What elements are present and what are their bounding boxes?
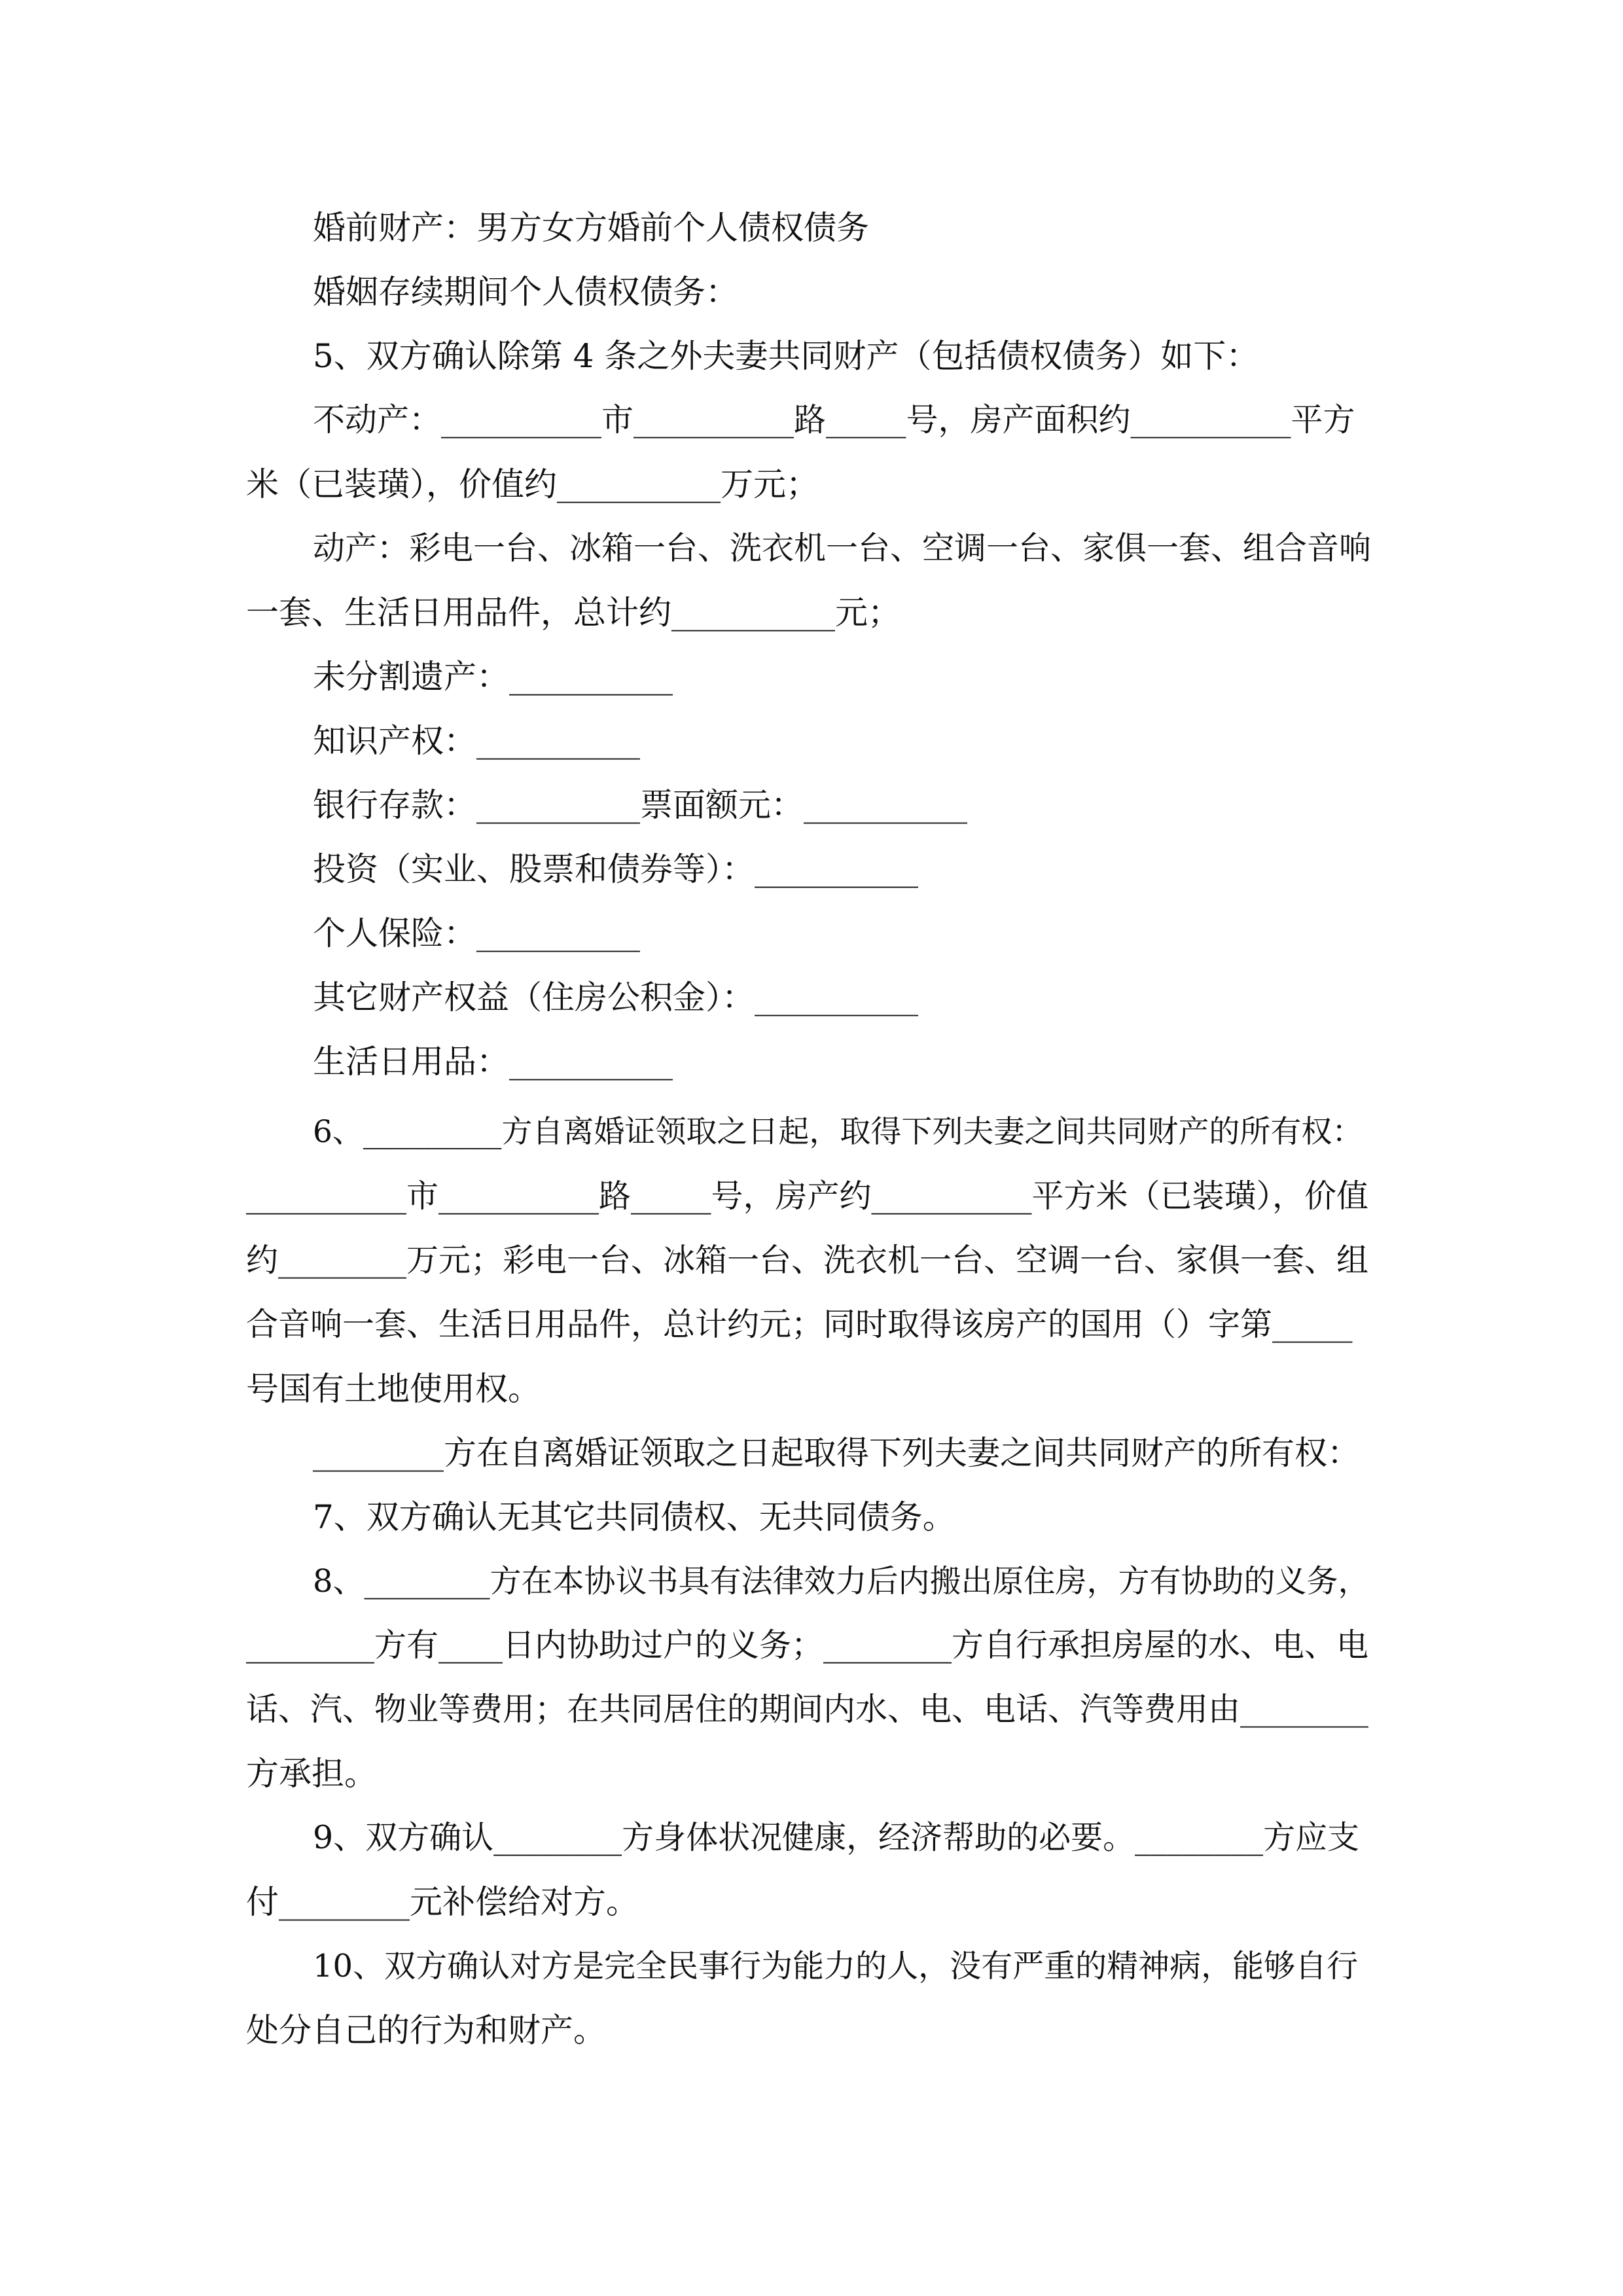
- text-line-real-estate-value: 米（已装璜），价值约__________万元；: [246, 465, 819, 503]
- text-line-clause-5: 5、双方确认除第 4 条之外夫妻共同财产（包括债权债务）如下：: [313, 337, 1259, 375]
- text-line-clause-10-end: 处分自己的行为和财产。: [246, 2011, 606, 2049]
- text-line-clause-6-house: __________市__________路_____号，房产约__________平方米（已装璜），价值: [246, 1177, 1369, 1215]
- text-line-clause-6: 6、_________方自离婚证领取之日起，取得下列夫妻之间共同财产的所有权：: [313, 1114, 1363, 1150]
- text-line-insurance: 个人保险：__________: [313, 914, 640, 952]
- text-line-clause-8-end: 方承担。: [246, 1755, 377, 1793]
- text-line-premarital-property: 婚前财产：男方女方婚前个人债权债务: [313, 209, 869, 247]
- text-line-daily-goods: 生活日用品：__________: [313, 1043, 673, 1081]
- text-line-clause-6-land: 合音响一套、生活日用品件，总计约元；同时取得该房产的国用（）字第_____: [246, 1306, 1353, 1343]
- text-line-inheritance: 未分割遗产：__________: [313, 658, 673, 696]
- text-line-clause-9: 9、双方确认________方身体状况健康，经济帮助的必要。________方应支: [313, 1819, 1360, 1856]
- text-line-clause-8: 8、________方在本协议书具有法律效力后内搬出原住房，方有协助的义务，: [313, 1563, 1370, 1600]
- text-line-clause-10: 10、双方确认对方是完全民事行为能力的人，没有严重的精神病，能够自行: [313, 1948, 1359, 1984]
- text-line-ip: 知识产权：__________: [313, 722, 640, 760]
- text-line-bank-deposit: 银行存款：__________票面额元：__________: [313, 786, 967, 824]
- text-line-movable-property: 动产：彩电一台、冰箱一台、洗衣机一台、空调一台、家俱一套、组合音响: [313, 529, 1372, 567]
- text-line-clause-8-fees: 话、汽、物业等费用；在共同居住的期间内水、电、电话、汽等费用由________: [246, 1691, 1369, 1728]
- text-line-clause-8-transfer: ________方有____日内协助过户的义务；________方自行承担房屋的水、电、电: [246, 1626, 1369, 1664]
- text-line-movable-total: 一套、生活日用品件，总计约__________元；: [246, 594, 901, 632]
- text-line-clause-6-items: 约________万元；彩电一台、冰箱一台、洗衣机一台、空调一台、家俱一套、组: [246, 1242, 1369, 1279]
- text-line-other-party-property: ________方在自离婚证领取之日起取得下列夫妻之间共同财产的所有权：: [313, 1434, 1360, 1472]
- text-line-investment: 投资（实业、股票和债券等）：__________: [313, 850, 918, 888]
- text-line-real-estate: 不动产：__________市__________路_____号，房产面积约__________平方: [313, 401, 1355, 439]
- text-line-marriage-debts: 婚姻存续期间个人债权债务：: [313, 273, 738, 311]
- text-line-clause-9-end: 付________元补偿给对方。: [246, 1883, 639, 1921]
- text-line-clause-6-end: 号国有土地使用权。: [246, 1370, 541, 1408]
- text-line-clause-7: 7、双方确认无其它共同债权、无共同债务。: [313, 1498, 955, 1536]
- text-line-other-rights: 其它财产权益（住房公积金）：__________: [313, 978, 918, 1016]
